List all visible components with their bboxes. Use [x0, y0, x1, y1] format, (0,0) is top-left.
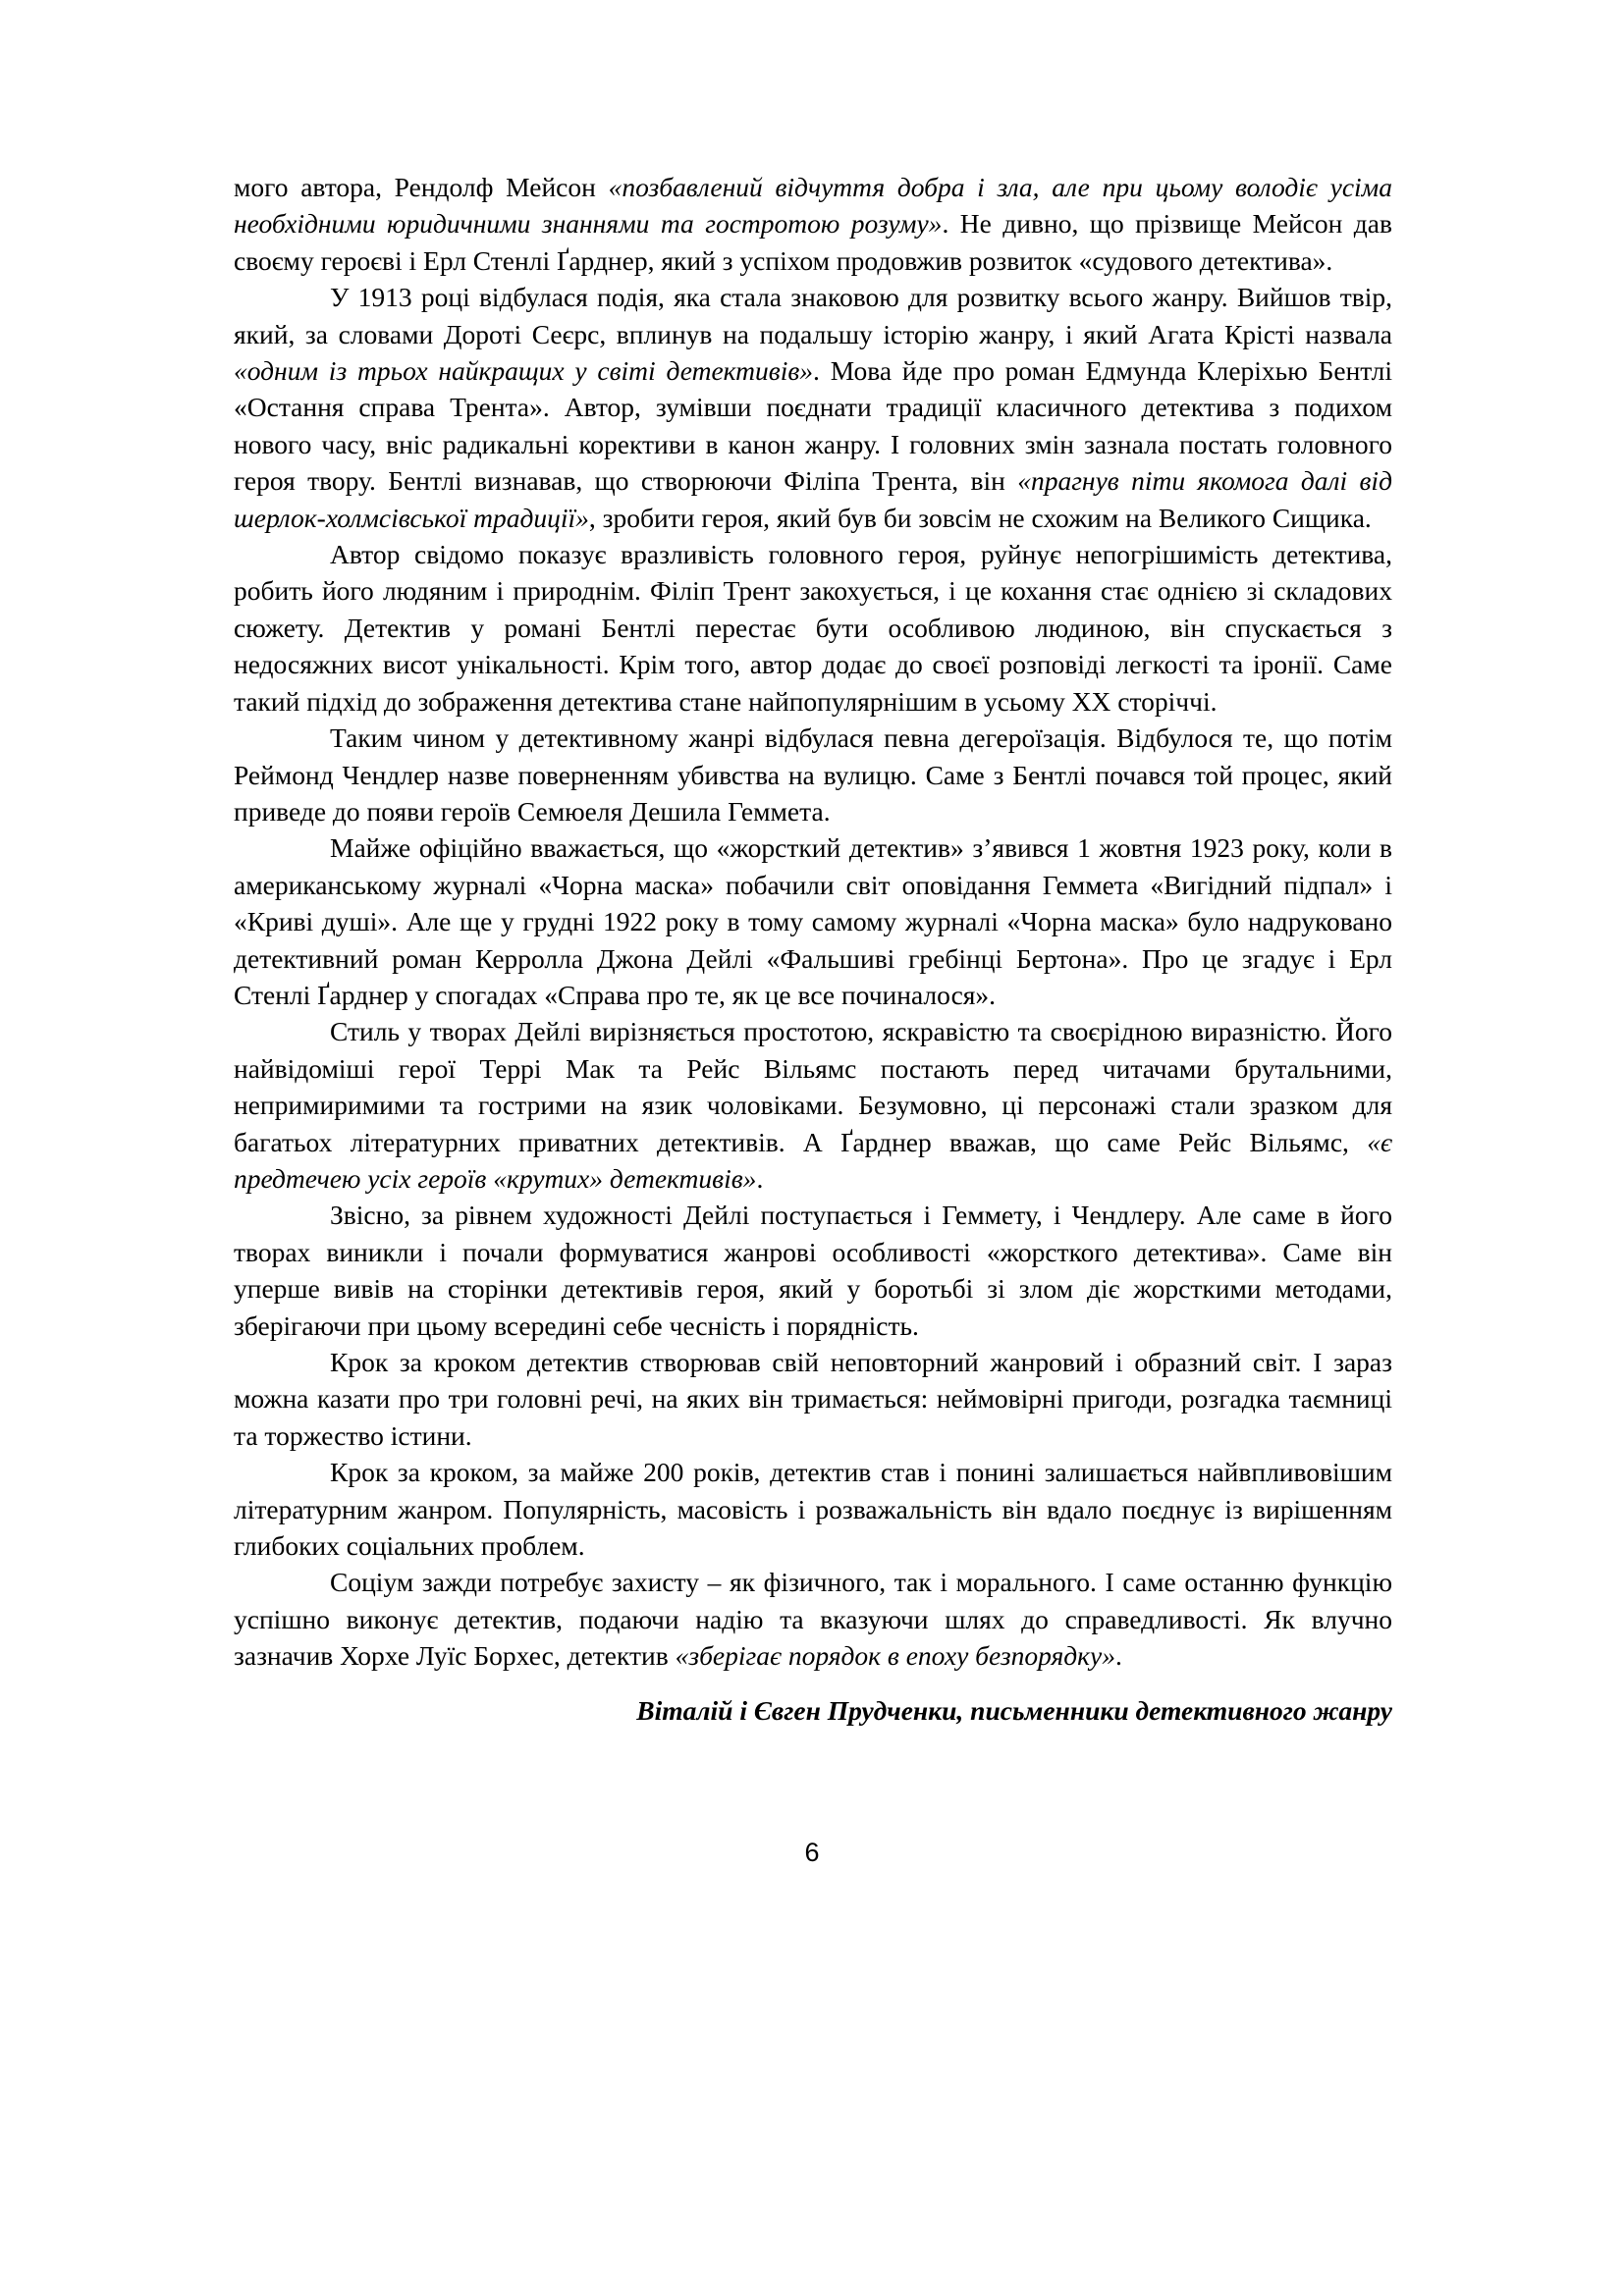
text-run: У 1913 році відбулася подія, яка стала знаковою для розвитку всього жанру. Вийшов твір, який, за словами Дороті Сеєрс, вплинув на подальшу історію жанру, і який Агата Крісті назвала: [234, 282, 1392, 349]
text-run: Таким чином у детективному жанрі відбулася певна дегероїзація. Відбулося те, що потім Реймонд Чендлер назве поверненням убивства на вулицю. Саме з Бентлі почався той процес, який приведе до появи героїв Семюеля Дешила Геммета.: [234, 722, 1392, 827]
article-body: [234, 169, 1392, 1675]
text-run: мого автора, Рендолф Мейсон: [234, 172, 609, 202]
text-run: . Мова йде про роман Едмунда Клеріхью Бентлі «Остання справа Трента». Автор, зумівши поєднати традиції класичного детектива з подихом нового часу, вніс радикальні корективи в канон жанру. І головних змін зазнала постать головного героя твору. Бентлі визнавав, що створюючи Філіпа Трента, він: [234, 355, 1392, 497]
paragraph-9: [234, 1454, 1392, 1564]
paragraph-10: [234, 1564, 1392, 1674]
italic-quote: «зберігає порядок в епоху безпорядку»: [675, 1640, 1115, 1672]
author-signature: Віталій і Євген Прудченки, письменники детективного жанру: [636, 1695, 1392, 1726]
text-run: Автор свідомо показує вразливість головного героя, руйнує непогрішимість детектива, робить його людяним і природнім. Філіп Трент закохується, і це кохання стає однією зі складових сюжету. Детектив у романі Бентлі перестає бути особливою людиною, він спускається з недосяжних висот унікальності. Крім того, автор додає до своєї розповіді легкості та іронії. Саме такий підхід до зображення детектива стане найпопулярнішим в усьому XX сторіччі.: [234, 539, 1392, 717]
text-run: . Не дивно, що прізвище Мейсон дав своєму героєві і Ерл Стенлі Ґарднер, який з успіхом продовжив розвиток «судового детектива».: [234, 208, 1392, 276]
italic-quote: «прагнув піти якомога далі від шерлок-холмсівської традиції»: [234, 465, 1392, 533]
text-run: Соціум зажди потребує захисту – як фізичного, так і морального. І саме останню функцію успішно виконує детектив, подаючи надію та вказуючи шлях до справедливості. Як влучно зазначив Хорхе Луїс Борхес, детектив: [234, 1567, 1392, 1672]
paragraph-2: [234, 279, 1392, 536]
text-run: Майже офіційно вважається, що «жорсткий детектив» з’явився 1 жовтня 1923 року, коли в американському журналі «Чорна маска» побачили світ оповідання Геммета «Вигідний підпал» і «Криві душі». Але ще у грудні 1922 року в тому самому журналі «Чорна маска» було надруковано детективний роман Керролла Джона Дейлі «Фальшиві гребінці Бертона». Про це згадує і Ерл Стенлі Ґарднер у спогадах «Справа про те, як це все починалося».: [234, 832, 1392, 1010]
paragraph-1: [234, 169, 1392, 279]
paragraph-8: [234, 1344, 1392, 1454]
italic-quote: «позбавлений відчуття добра і зла, але при цьому володіє усіма необхідними юридичними знаннями та гостротою розуму»: [234, 172, 1392, 240]
paragraph-7: [234, 1197, 1392, 1344]
text-run: Крок за кроком, за майже 200 років, детектив став і понині залишається найвпливовішим літературним жанром. Популярність, масовість і розважальність він вдало поєднує із вирішенням глибоких соціальних проблем.: [234, 1457, 1392, 1562]
text-run: .: [1114, 1640, 1122, 1672]
text-run: , зробити героя, який був би зовсім не схожим на Великого Сищика.: [588, 502, 1372, 533]
text-run: Стиль у творах Дейлі вирізняється простотою, яскравістю та своєрідною виразністю. Його найвідоміші герої Террі Мак та Рейс Вільямс постають перед читачами брутальними, непримиримими та гострими на язик чоловіками. Безумовно, ці персонажі стали зразком для багатьох літературних приватних детективів. А Ґарднер вважав, що саме Рейс Вільямс,: [234, 1016, 1392, 1157]
page-number: 6: [804, 1838, 820, 1867]
italic-quote: «є предтечею усіх героїв «крутих» детективів»: [234, 1126, 1392, 1194]
text-run: Крок за кроком детектив створював свій неповторний жанровий і образний світ. І зараз можна казати про три головні речі, на яких він тримається: неймовірні пригоди, розгадка таємниці та торжество істини.: [234, 1347, 1392, 1451]
paragraph-5: [234, 829, 1392, 1013]
text-run: Звісно, за рівнем художності Дейлі поступається і Геммету, і Чендлеру. Але саме в його творах виникли і почали формуватися жанрові особливості «жорсткого детектива». Саме він уперше вивів на сторінки детективів героя, який у боротьбі зі злом діє жорсткими методами, зберігаючи при цьому всередині себе чесність і порядність.: [234, 1200, 1392, 1341]
italic-quote: «одним із трьох найкращих у світі детективів»: [234, 355, 814, 387]
text-run: .: [756, 1162, 764, 1194]
paragraph-4: [234, 720, 1392, 829]
paragraph-6: [234, 1013, 1392, 1197]
paragraph-3: [234, 536, 1392, 720]
